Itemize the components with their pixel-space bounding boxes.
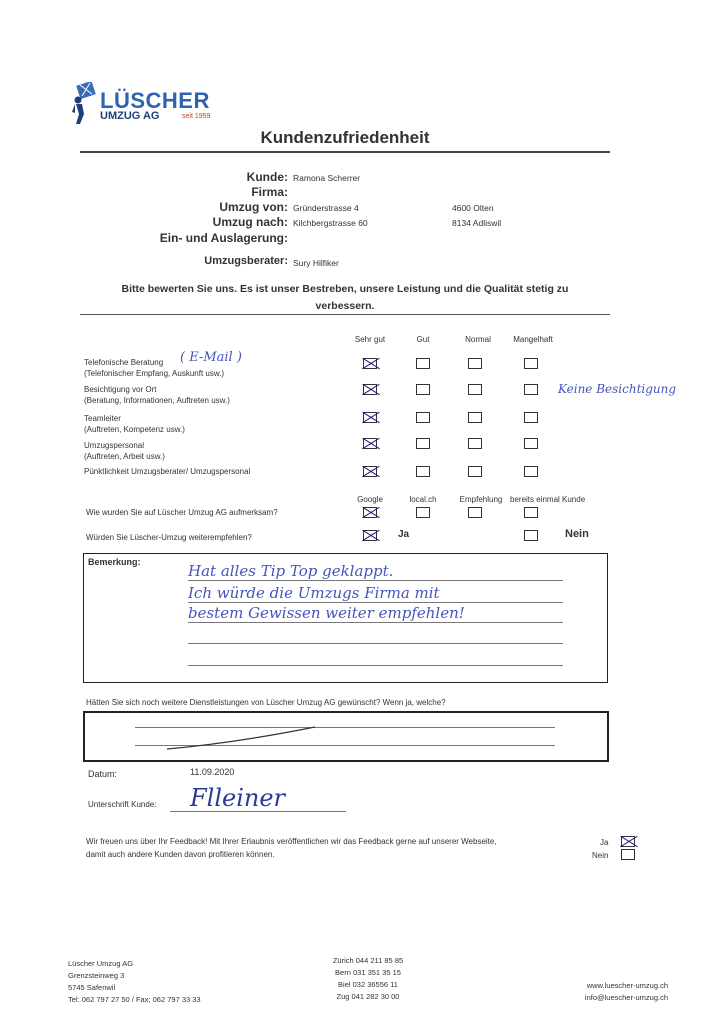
footer-line: Biel 032 36556 11 bbox=[338, 980, 398, 989]
rating-note: ( E-Mail ) bbox=[180, 350, 242, 365]
umzug-von-street: Gründerstrasse 4 bbox=[293, 203, 359, 213]
website-link[interactable]: www.luescher-umzug.ch bbox=[586, 981, 668, 990]
berater-value: Sury Hilfiker bbox=[293, 258, 339, 268]
remark-line: bestem Gewissen weiter empfehlen! bbox=[188, 604, 465, 622]
checkbox-gut[interactable] bbox=[416, 358, 430, 369]
checkbox-recommend-no[interactable] bbox=[524, 530, 538, 541]
strike-through-mark bbox=[165, 725, 325, 751]
footer-line: Zürich 044 211 85 85 bbox=[332, 956, 404, 965]
recommend-no-label: Nein bbox=[565, 528, 589, 540]
checkbox-sehr-gut[interactable] bbox=[363, 384, 377, 395]
company-logo bbox=[70, 82, 230, 124]
col-sehr-gut: Sehr gut bbox=[354, 335, 386, 344]
remarks-rule bbox=[188, 580, 563, 581]
checkbox-normal[interactable] bbox=[468, 358, 482, 369]
source-opt-local: local.ch bbox=[409, 495, 437, 504]
checkbox-gut[interactable] bbox=[416, 412, 430, 423]
logo-name: LÜSCHER bbox=[100, 88, 210, 113]
umzug-nach-label: Umzug nach: bbox=[212, 215, 288, 229]
source-question: Wie wurden Sie auf Lüscher Umzug AG aufmerksam? bbox=[86, 508, 278, 517]
remark-line: Hat alles Tip Top geklappt. bbox=[188, 562, 394, 580]
source-opt-empfehlung: Empfehlung bbox=[459, 495, 503, 504]
checkbox-sehr-gut[interactable] bbox=[363, 358, 377, 369]
logo-since: seit 1959 bbox=[182, 113, 211, 120]
consent-line-2: damit auch andere Kunden davon profitieren können. bbox=[86, 850, 275, 859]
umzug-von-label: Umzug von: bbox=[219, 200, 288, 214]
signature-label: Unterschrift Kunde: bbox=[88, 800, 157, 809]
checkbox-consent-no[interactable] bbox=[621, 849, 635, 860]
intro-line-2: verbessern. bbox=[315, 300, 375, 312]
footer-web bbox=[560, 980, 668, 1004]
checkbox-mangelhaft[interactable] bbox=[524, 412, 538, 423]
checkbox-gut[interactable] bbox=[416, 438, 430, 449]
datum-value: 11.09.2020 bbox=[190, 767, 235, 777]
checkbox-mangelhaft[interactable] bbox=[524, 384, 538, 395]
recommend-question: Würden Sie Lüscher-Umzug weiterempfehlen? bbox=[86, 533, 252, 542]
checkbox-recommend-yes[interactable] bbox=[363, 530, 377, 541]
footer-company bbox=[68, 958, 201, 1006]
checkbox-gut[interactable] bbox=[416, 466, 430, 477]
source-opt-kunde: bereits einmal Kunde bbox=[510, 495, 586, 504]
rating-sub: (Auftreten, Kompetenz usw.) bbox=[84, 425, 185, 434]
source-opt-google: Google bbox=[357, 495, 383, 504]
umzug-von-city: 4600 Olten bbox=[452, 203, 494, 213]
mover-figure-icon bbox=[70, 82, 100, 124]
intro-rule bbox=[80, 314, 610, 315]
remarks-rule bbox=[188, 602, 563, 603]
checkbox-empfehlung[interactable] bbox=[468, 507, 482, 518]
remarks-rule bbox=[188, 643, 563, 644]
page-title: Kundenzufriedenheit bbox=[260, 128, 430, 147]
checkbox-normal[interactable] bbox=[468, 466, 482, 477]
logo-sub: UMZUG AG bbox=[100, 110, 160, 122]
rating-sub: (Auftreten, Arbeit usw.) bbox=[84, 452, 165, 461]
checkbox-sehr-gut[interactable] bbox=[363, 466, 377, 477]
rating-sub: (Beratung, Informationen, Auftreten usw.) bbox=[84, 396, 230, 405]
berater-label: Umzugsberater: bbox=[204, 255, 288, 267]
footer-line: Tel: 062 797 27 50 / Fax; 062 797 33 33 bbox=[68, 995, 201, 1004]
footer-line: Bern 031 351 35 15 bbox=[335, 968, 401, 977]
col-mangelhaft: Mangelhaft bbox=[513, 335, 553, 344]
kunde-value: Ramona Scherrer bbox=[293, 173, 361, 183]
rating-sub: (Telefonischer Empfang, Auskunft usw.) bbox=[84, 369, 225, 378]
rating-title: Pünktlichkeit Umzugsberater/ Umzugspersonal bbox=[84, 467, 251, 476]
checkbox-local[interactable] bbox=[416, 507, 430, 518]
col-gut: Gut bbox=[416, 335, 430, 344]
checkbox-normal[interactable] bbox=[468, 384, 482, 395]
services-box[interactable] bbox=[83, 711, 609, 762]
remarks-label: Bemerkung: bbox=[88, 557, 141, 567]
consent-line-1: Wir freuen uns über Ihr Feedback! Mit Ihrer Erlaubnis veröffentlichen wir das Feedback gerne auf unserer Webseite, bbox=[86, 837, 497, 846]
remarks-rule bbox=[188, 622, 563, 623]
consent-yes-label: Ja bbox=[600, 838, 609, 847]
checkbox-normal[interactable] bbox=[468, 412, 482, 423]
checkbox-bereits-kunde[interactable] bbox=[524, 507, 538, 518]
footer-line: 5745 Safenwil bbox=[68, 983, 116, 992]
email-link[interactable]: info@luescher-umzug.ch bbox=[584, 993, 668, 1002]
remark-line: Ich würde die Umzugs Firma mit bbox=[188, 584, 440, 602]
checkbox-google[interactable] bbox=[363, 507, 377, 518]
footer-line: Lüscher Umzug AG bbox=[68, 959, 134, 968]
checkbox-sehr-gut[interactable] bbox=[363, 412, 377, 423]
checkbox-normal[interactable] bbox=[468, 438, 482, 449]
title-rule bbox=[80, 151, 610, 153]
rating-title: Besichtigung vor Ort bbox=[84, 385, 157, 394]
umzug-nach-city: 8134 Adliswil bbox=[452, 218, 502, 228]
footer-phones bbox=[315, 955, 421, 1003]
checkbox-consent-yes[interactable] bbox=[621, 836, 635, 847]
services-question: Hätten Sie sich noch weitere Dienstleistungen von Lüscher Umzug AG gewünscht? Wenn ja, welche? bbox=[86, 698, 446, 707]
consent-no-label: Nein bbox=[592, 851, 609, 860]
rating-title: Telefonische Beratung bbox=[84, 358, 164, 367]
checkbox-sehr-gut[interactable] bbox=[363, 438, 377, 449]
checkbox-mangelhaft[interactable] bbox=[524, 438, 538, 449]
rating-note: Keine Besichtigung bbox=[558, 382, 677, 396]
rating-title: Umzugspersonal bbox=[84, 441, 145, 450]
kunde-label: Kunde: bbox=[246, 170, 288, 184]
lagerung-label: Ein- und Auslagerung: bbox=[159, 231, 288, 245]
footer-line: Zug 041 282 30 00 bbox=[336, 992, 400, 1001]
remarks-box[interactable] bbox=[83, 553, 608, 683]
recommend-yes-label: Ja bbox=[398, 529, 410, 540]
umzug-nach-street: Kilchbergstrasse 60 bbox=[293, 218, 368, 228]
firma-label: Firma: bbox=[251, 185, 288, 199]
intro-line-1: Bitte bewerten Sie uns. Es ist unser Bestreben, unsere Leistung und die Qualität stetig zu bbox=[121, 283, 569, 295]
checkbox-gut[interactable] bbox=[416, 384, 430, 395]
rating-title: Teamleiter bbox=[84, 414, 121, 423]
checkbox-mangelhaft[interactable] bbox=[524, 466, 538, 477]
remarks-rule bbox=[188, 665, 563, 666]
checkbox-mangelhaft[interactable] bbox=[524, 358, 538, 369]
col-normal: Normal bbox=[465, 335, 491, 344]
footer-line: Grenzsteinweg 3 bbox=[68, 971, 125, 980]
signature: Flleiner bbox=[190, 784, 286, 812]
datum-label: Datum: bbox=[88, 769, 118, 779]
